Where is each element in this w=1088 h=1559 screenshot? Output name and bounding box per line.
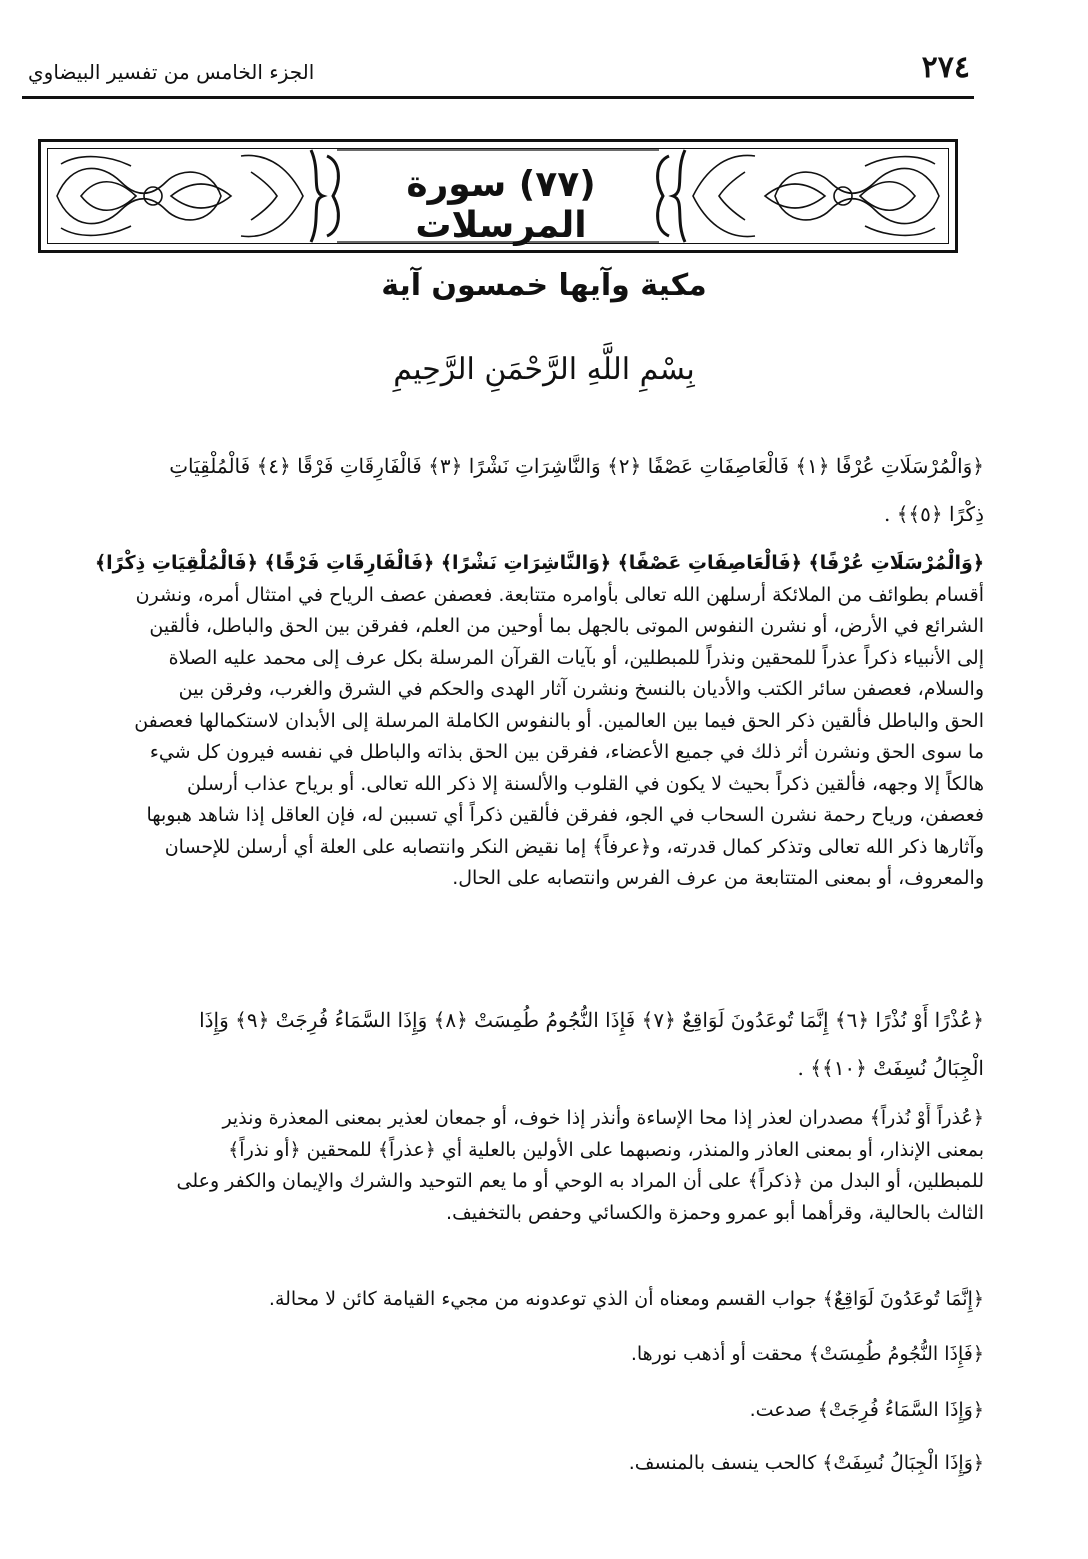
surah-title: (٧٧) سورة المرسلات (406, 164, 596, 246)
verses-block-2 (22, 996, 984, 1092)
commentary-block-1 (22, 548, 984, 895)
commentary-line: إلى الأنبياء ذكراً عذراً للمحقين ونذراً للمبطلين، أو بآيات القرآن المرسلة بكل عرف إلى محمد عليه الصلاة (168, 646, 984, 669)
commentary-line: ما سوى الحق ونشرن أثر ذلك في جميع الأعضاء، ففرقن بين الحق بذاته والباطل في نفسه فيرون كل شيء (149, 741, 984, 763)
surah-subtitle: مكية وآيها خمسون آية (381, 268, 707, 303)
verse-line: ﴿وَالْمُرْسَلَاتِ عُرْفًا ﴿١﴾ فَالْعَاصِفَاتِ عَصْفًا ﴿٢﴾ وَالنَّاشِرَاتِ نَشْرًا ﴿٣﴾ فَالْفَارِقَاتِ فَرْقًا ﴿٤﴾ فَالْمُلْقِيَاتِ (169, 454, 984, 478)
commentary-block-2 (22, 1103, 984, 1229)
commentary-line: وآثارها ذكر الله تعالى وتذكر كمال قدرته، و﴿عرفاً﴾ إما نقيض النكر وانتصابه على العلة أي أرسلن للإحسان (164, 835, 984, 858)
commentary-line: أقسام بطوائف من الملائكة أرسلهن الله تعالى بأوامره متتابعة. فعصفن عصف الرياح في امتثال أمره، ونشرن (135, 583, 984, 606)
basmala: بِسْمِ اللَّهِ الرَّحْمَنِ الرَّحِيمِ (393, 352, 695, 387)
verses-block-1 (22, 442, 984, 538)
note-3 (22, 1395, 984, 1427)
commentary-line: والمعروف، أو بمعنى المتتابعة من عرف الفرس وانتصابه على الحال. (452, 867, 984, 889)
note-line: ﴿إِنَّمَا تُوعَدُونَ لَوَاقِعٌ﴾ جواب القسم ومعناه أن الذي توعدونه من مجيء القيامة كائن لا محالة. (268, 1288, 984, 1310)
commentary-line: ﴿عُذراً أَوْ نُذراً﴾ مصدران لعذر إذا محا الإساءة وأنذر إذا خوف، أو جمعان لعذير بمعنى المعذرة ونذير (222, 1107, 984, 1129)
note-line: ﴿وَإِذَا السَّمَاءُ فُرِجَتْ﴾ صدعت. (749, 1399, 984, 1421)
verse-line: ذِكْرًا ﴿٥﴾﴾ . (883, 502, 984, 526)
commentary-line: الثالث بالحالية، وقرأهما أبو عمرو وحمزة والكسائي وحفص بالتخفيف. (446, 1201, 984, 1224)
commentary-line: الحق والباطل فألقين ذكر الحق فيما بين العالمين. أو بالنفوس الكاملة المرسلة إلى الأبدان لاستكمالها فعصفن (134, 709, 984, 732)
verse-line: ﴿عُذْرًا أَوْ نُذْرًا ﴿٦﴾ إِنَّمَا تُوعَدُونَ لَوَاقِعٌ ﴿٧﴾ فَإِذَا النُّجُومُ طُمِسَتْ ﴿٨﴾ وَإِذَا السَّمَاءُ فُرِجَتْ ﴿٩﴾ وَإِذَا (199, 1008, 984, 1032)
page-number: ٢٧٤ (921, 50, 970, 85)
running-title: الجزء الخامس من تفسير البيضاوي (28, 60, 315, 84)
commentary-line: بمعنى الإنذار، أو بمعنى العاذر والمنذر، ونصبهما على الأولين بالعلية أي ﴿عذراً﴾ للمحقين ﴿أو نذراً﴾ (228, 1138, 984, 1161)
commentary-heading: ﴿وَالْمُرْسَلَاتِ عُرْفًا﴾ ﴿فَالْعَاصِفَاتِ عَصْفًا﴾ ﴿وَالنَّاشِرَاتِ نَشْرًا﴾ ﴿فَالْفَارِقَاتِ فَرْقًا﴾ ﴿فَالْمُلْقِيَاتِ ذِكْرًا﴾ (94, 552, 984, 574)
note-line: ﴿فَإِذَا النُّجُومُ طُمِسَتْ﴾ محقت أو أذهب نورها. (630, 1343, 984, 1365)
commentary-line: هالكاً إلا وجهه، فألقين ذكراً بحيث لا يكون في القلوب والألسنة إلا ذكر الله تعالى. أو برياح عذاب أرسلن (186, 772, 984, 795)
note-line: ﴿وَإِذَا الْجِبَالُ نُسِفَتْ﴾ كالحب ينسف بالمنسف. (628, 1452, 984, 1474)
commentary-line: للمبطلين، أو البدل من ﴿ذكراً﴾ على أن المراد به الوحي أو ما يعم التوحيد والشرك والإيمان والكفر وعلى (176, 1170, 984, 1192)
commentary-line: فعصفن، ورياح رحمة نشرن السحاب في الجو، ففرقن فألقين ذكراً أي تسببن له، فإن العاقل إذا شاهد هبوبها (146, 804, 984, 826)
note-1 (22, 1284, 984, 1316)
note-4 (22, 1448, 984, 1480)
surah-banner (38, 139, 958, 253)
note-2 (22, 1339, 984, 1371)
verse-line: الْجِبَالُ نُسِفَتْ ﴿١٠﴾﴾ . (797, 1056, 984, 1080)
commentary-line: والسلام، فعصفن سائر الكتب والأديان بالنسخ ونشرن آثار الهدى والحكم في الشرق والغرب، وفرقن بين (178, 678, 984, 700)
commentary-line: الشرائع في الأرض، أو نشرن النفوس الموتى بالجهل بما أوحين من العلم، ففرقن بين الحق والباطل، فألقين (149, 615, 984, 637)
page-header (22, 48, 974, 99)
